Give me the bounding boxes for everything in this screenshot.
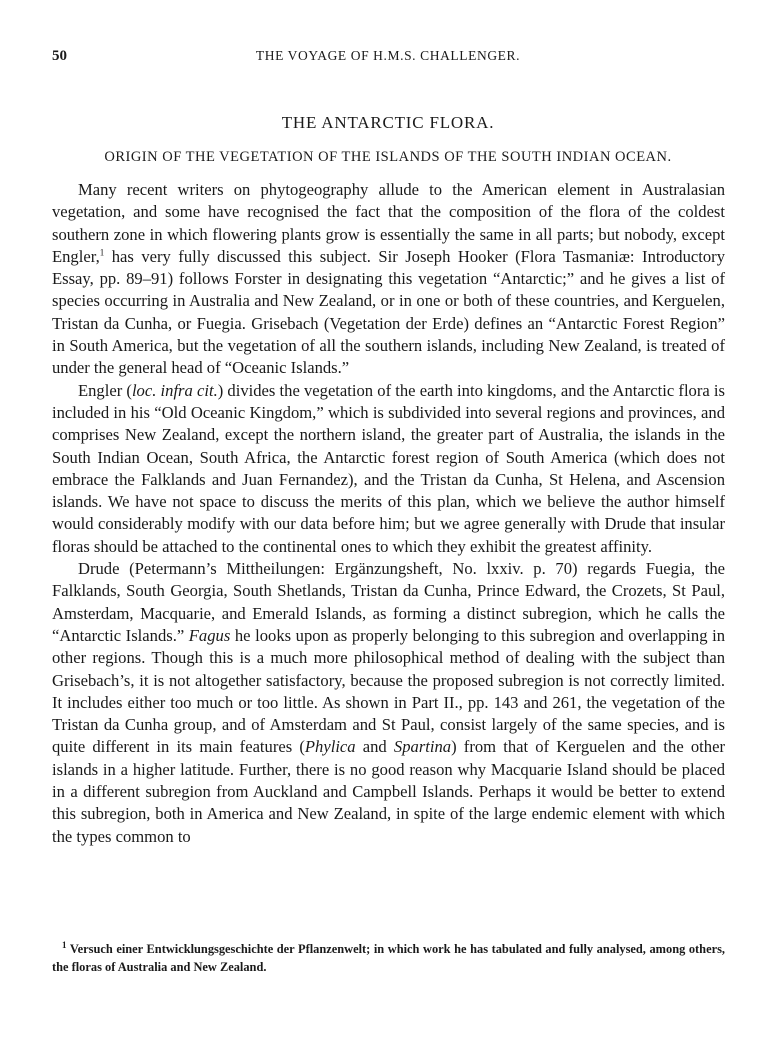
section-subtitle: ORIGIN OF THE VEGETATION OF THE ISLANDS OF THE SOUTH INDIAN OCEAN.	[104, 149, 672, 165]
paragraph-2-text-a: Engler (	[78, 380, 132, 400]
paragraph-3-text-b: he looks upon as properly belonging to this subregion and overlapping in other regions. Though this is a much more philosophical method of dealing with the subject than Grisebach’s, it is not altogether satisfactory, because the proposed subregion is not correctly limited. It includes either too much or too little. As shown in Part II., pp. 143 and 261, the vegetation of the Tristan da Cunha group, and of Amsterdam and St Paul, consist largely of the same species, and is quite different in its main features (	[52, 625, 725, 757]
paragraph-1-text-a: Many recent writers on phytogeography allude to the American element in Australasian vegetation, and some have recognised the fact that the composition of the flora of the coldest southern zone in which flowering plants grow is essentially the same in all parts; but nobody, except Engler,	[52, 180, 725, 266]
paragraph-3-italic-fagus: Fagus	[188, 625, 231, 645]
footnote-text: Versuch einer Entwicklungsgeschichte der Pflanzenwelt; in which work he has tabulated and fully analysed, among others, the floras of Australia and New Zealand.	[52, 942, 725, 974]
paragraph-3-text-a: Drude (Petermann’s Mittheilungen: Ergänzungsheft, No. lxxiv. p. 70) regards Fuegia, the Falklands, South Georgia, South Shetlands, Tristan da Cunha, Prince Edward, the Crozets, St Paul, Amsterdam, Macquarie, and Emerald Islands, as forming a distinct subregion, which he calls the “Antarctic Islands.”	[52, 559, 725, 645]
paragraph-3-italic-spartina: Spartina	[393, 737, 452, 757]
footnotes	[52, 940, 725, 976]
paragraph-3-text-d: ) from that of Kerguelen and the other islands in a higher latitude. Further, there is no good reason why Macquarie Island should be placed in a different subregion from Auckland and Campbell Islands. Perhaps it would be better to extend this subregion, both in America and New Zealand, in spite of the large endemic element with which the types common to	[52, 737, 725, 846]
paragraph-1	[52, 179, 725, 380]
paragraph-3-text-c: and	[355, 737, 394, 757]
body-text	[52, 179, 725, 848]
paragraph-2-text-b: ) divides the vegetation of the earth into kingdoms, and the Antarctic flora is included in his “Old Oceanic Kingdom,” which is subdivided into several regions and provinces, and comprises New Zealand, except the northern island, the greater part of Australia, the islands in the South Indian Ocean, South Africa, the Antarctic forest region of South America (which does not embrace the Falklands and Juan Fernandez), and the Tristan da Cunha, St Helena, and Ascension islands. We have not space to discuss the merits of this plan, which we believe the author himself would considerably modify with our data before him; but we agree generally with Drude that insular floras should be attached to the continental ones to which they exhibit the greatest affinity.	[52, 380, 725, 556]
section-title: THE ANTARCTIC FLORA.	[281, 113, 495, 132]
paragraph-3-italic-phylica: Phylica	[304, 737, 356, 757]
footnote-1	[52, 940, 725, 976]
footnote-reference: 1	[99, 247, 105, 258]
paragraph-3	[52, 558, 725, 848]
running-title: THE VOYAGE OF H.M.S. CHALLENGER.	[255, 48, 521, 63]
paragraph-1-text-b: has very fully discussed this subject. Sir Joseph Hooker (Flora Tasmaniæ: Introductory Essay, pp. 89–91) follows Forster in designating this vegetation “Antarctic;” and he gives a list of species occurring in Australia and New Zealand, or in one or both of these countries, and Kerguelen, Tristan da Cunha, or Fuegia. Grisebach (Vegetation der Erde) defines an “Antarctic Forest Region” in South America, but the vegetation of all the southern islands, including New Zealand, is treated of under the general head of “Oceanic Islands.”	[52, 246, 725, 378]
running-header	[52, 48, 724, 70]
page-number: 50	[52, 48, 67, 64]
paragraph-2	[52, 380, 725, 558]
footnote-marker: 1	[62, 939, 67, 950]
paragraph-2-italic-citation: loc. infra cit.	[131, 380, 218, 400]
